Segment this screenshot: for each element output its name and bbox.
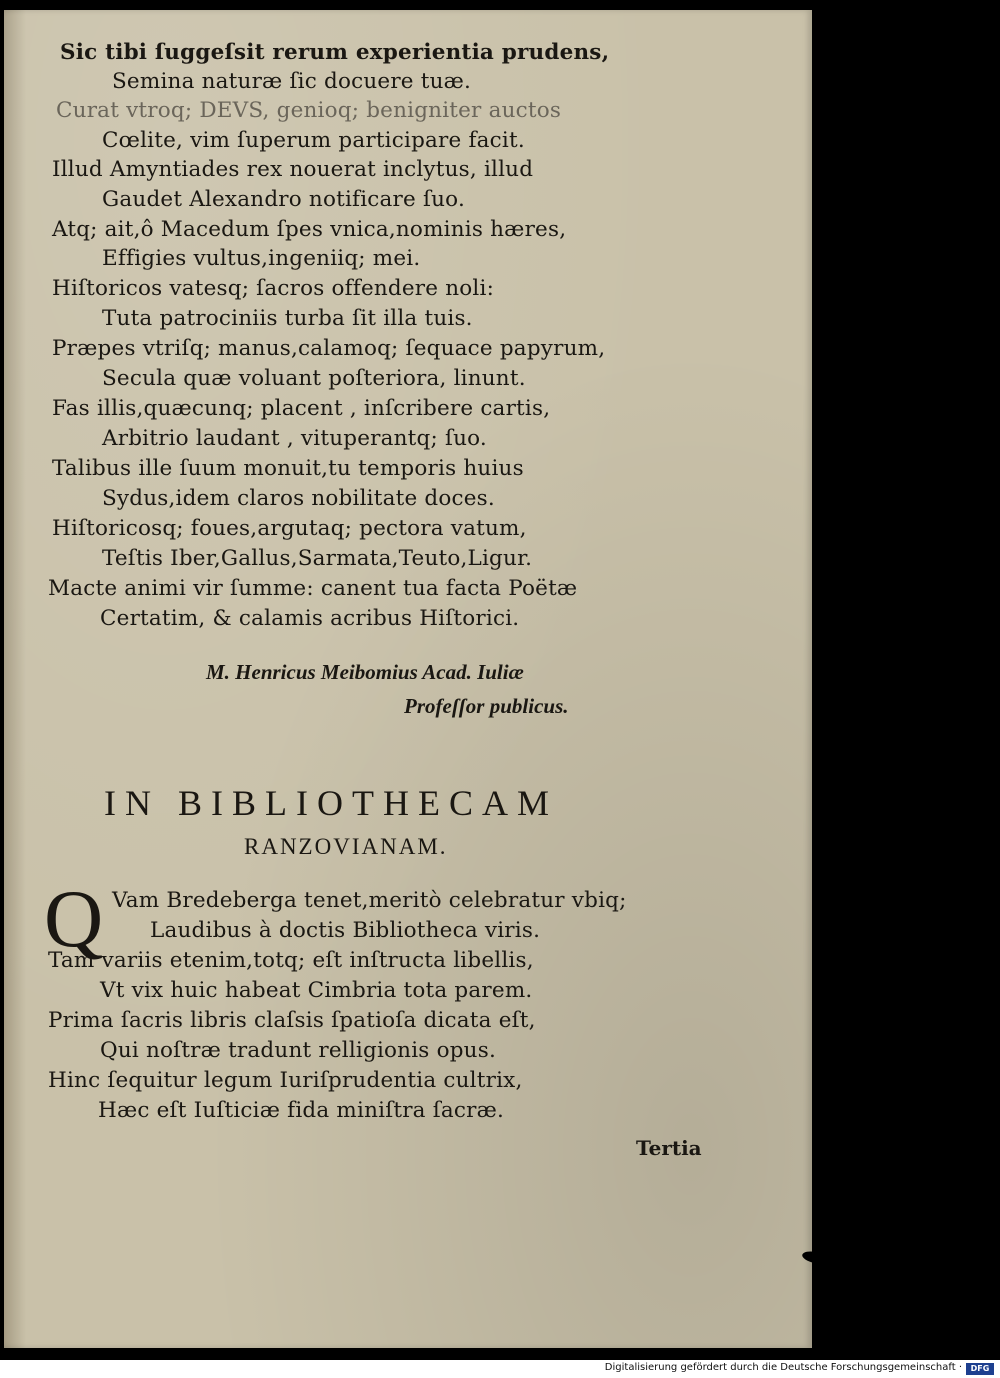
- footer-bar: [0, 1360, 1000, 1378]
- poem1-line-20: Certatim, & calamis acribus Hiſtorici.: [100, 606, 520, 631]
- poem1-line-19: Macte animi vir ſumme: canent tua facta Poëtæ: [48, 576, 578, 601]
- poem1-line-12: Secula quæ voluant poſteriora, linunt.: [102, 366, 526, 391]
- ink-blot: [801, 1249, 829, 1265]
- poem2-line-3: Tam variis etenim,totq; eſt inſtructa libellis,: [48, 948, 534, 973]
- poem2-line-4: Vt vix huic habeat Cimbria tota parem.: [100, 978, 533, 1003]
- poem1-line-18: Teſtis Iber,Gallus,Sarmata,Teuto,Ligur.: [102, 546, 533, 571]
- poem1-line-2: Semina naturæ ſic docuere tuæ.: [112, 69, 472, 94]
- poem1-line-4: Cœlite, vim ſuperum participare facit.: [102, 128, 525, 153]
- signature-line-1: M. Henricus Meibomius Acad. Iuliæ: [206, 660, 524, 684]
- signature-line-2: Profeſſor publicus.: [404, 694, 569, 718]
- poem2-line-2: Laudibus à doctis Bibliotheca viris.: [150, 918, 541, 943]
- poem1-line-1: Sic tibi ſuggeſsit rerum experientia prudens,: [60, 40, 610, 65]
- section-subheading: RANZOVIANAM.: [244, 834, 448, 859]
- poem1-line-6: Gaudet Alexandro notificare ſuo.: [102, 187, 465, 212]
- poem1-line-9: Hiſtoricos vatesq; ſacros offendere noli:: [52, 276, 495, 301]
- footer-credit: Digitalisierung gefördert durch die Deutsche Forschungsgemeinschaft ·: [604, 1362, 962, 1373]
- drop-cap: Q: [44, 873, 104, 964]
- dfg-logo-icon: DFG: [966, 1363, 994, 1375]
- poem1-line-11: Præpes vtriſq; manus,calamoq; ſequace papyrum,: [52, 336, 606, 361]
- poem2-line-6: Qui noſtræ tradunt relligionis opus.: [100, 1038, 496, 1063]
- poem2-line-8: Hæc eſt Iuſticiæ fida miniſtra ſacræ.: [98, 1098, 505, 1123]
- poem1-line-8: Effigies vultus,ingeniiq; mei.: [102, 246, 421, 271]
- poem1-line-10: Tuta patrociniis turba ſit illa tuis.: [102, 306, 473, 331]
- poem1-line-16: Sydus,idem claros nobilitate doces.: [102, 486, 495, 511]
- catchword: Tertia: [636, 1136, 702, 1160]
- poem1-line-3: Curat vtroq; DEVS, genioq; benigniter auctos: [56, 98, 562, 123]
- poem1-line-5: Illud Amyntiades rex nouerat inclytus, illud: [52, 157, 534, 182]
- poem1-line-13: Fas illis,quæcunq; placent , inſcribere cartis,: [52, 396, 551, 421]
- poem1-line-7: Atq; ait,ô Macedum ſpes vnica,nominis hæres,: [52, 217, 567, 242]
- poem2-line-1: Vam Bredeberga tenet,meritò celebratur vbiq;: [112, 888, 627, 913]
- poem2-line-7: Hinc ſequitur legum Iuriſprudentia cultrix,: [48, 1068, 523, 1093]
- book-page: [4, 10, 812, 1348]
- section-heading: IN BIBLIOTHECAM: [104, 783, 558, 823]
- poem1-line-15: Talibus ille ſuum monuit,tu temporis huius: [52, 456, 524, 481]
- poem2-line-5: Prima ſacris libris claſsis ſpatioſa dicata eſt,: [48, 1008, 536, 1033]
- poem1-line-17: Hiſtoricosq; foues,argutaq; pectora vatum,: [52, 516, 527, 541]
- poem1-line-14: Arbitrio laudant , vituperantq; ſuo.: [102, 426, 487, 451]
